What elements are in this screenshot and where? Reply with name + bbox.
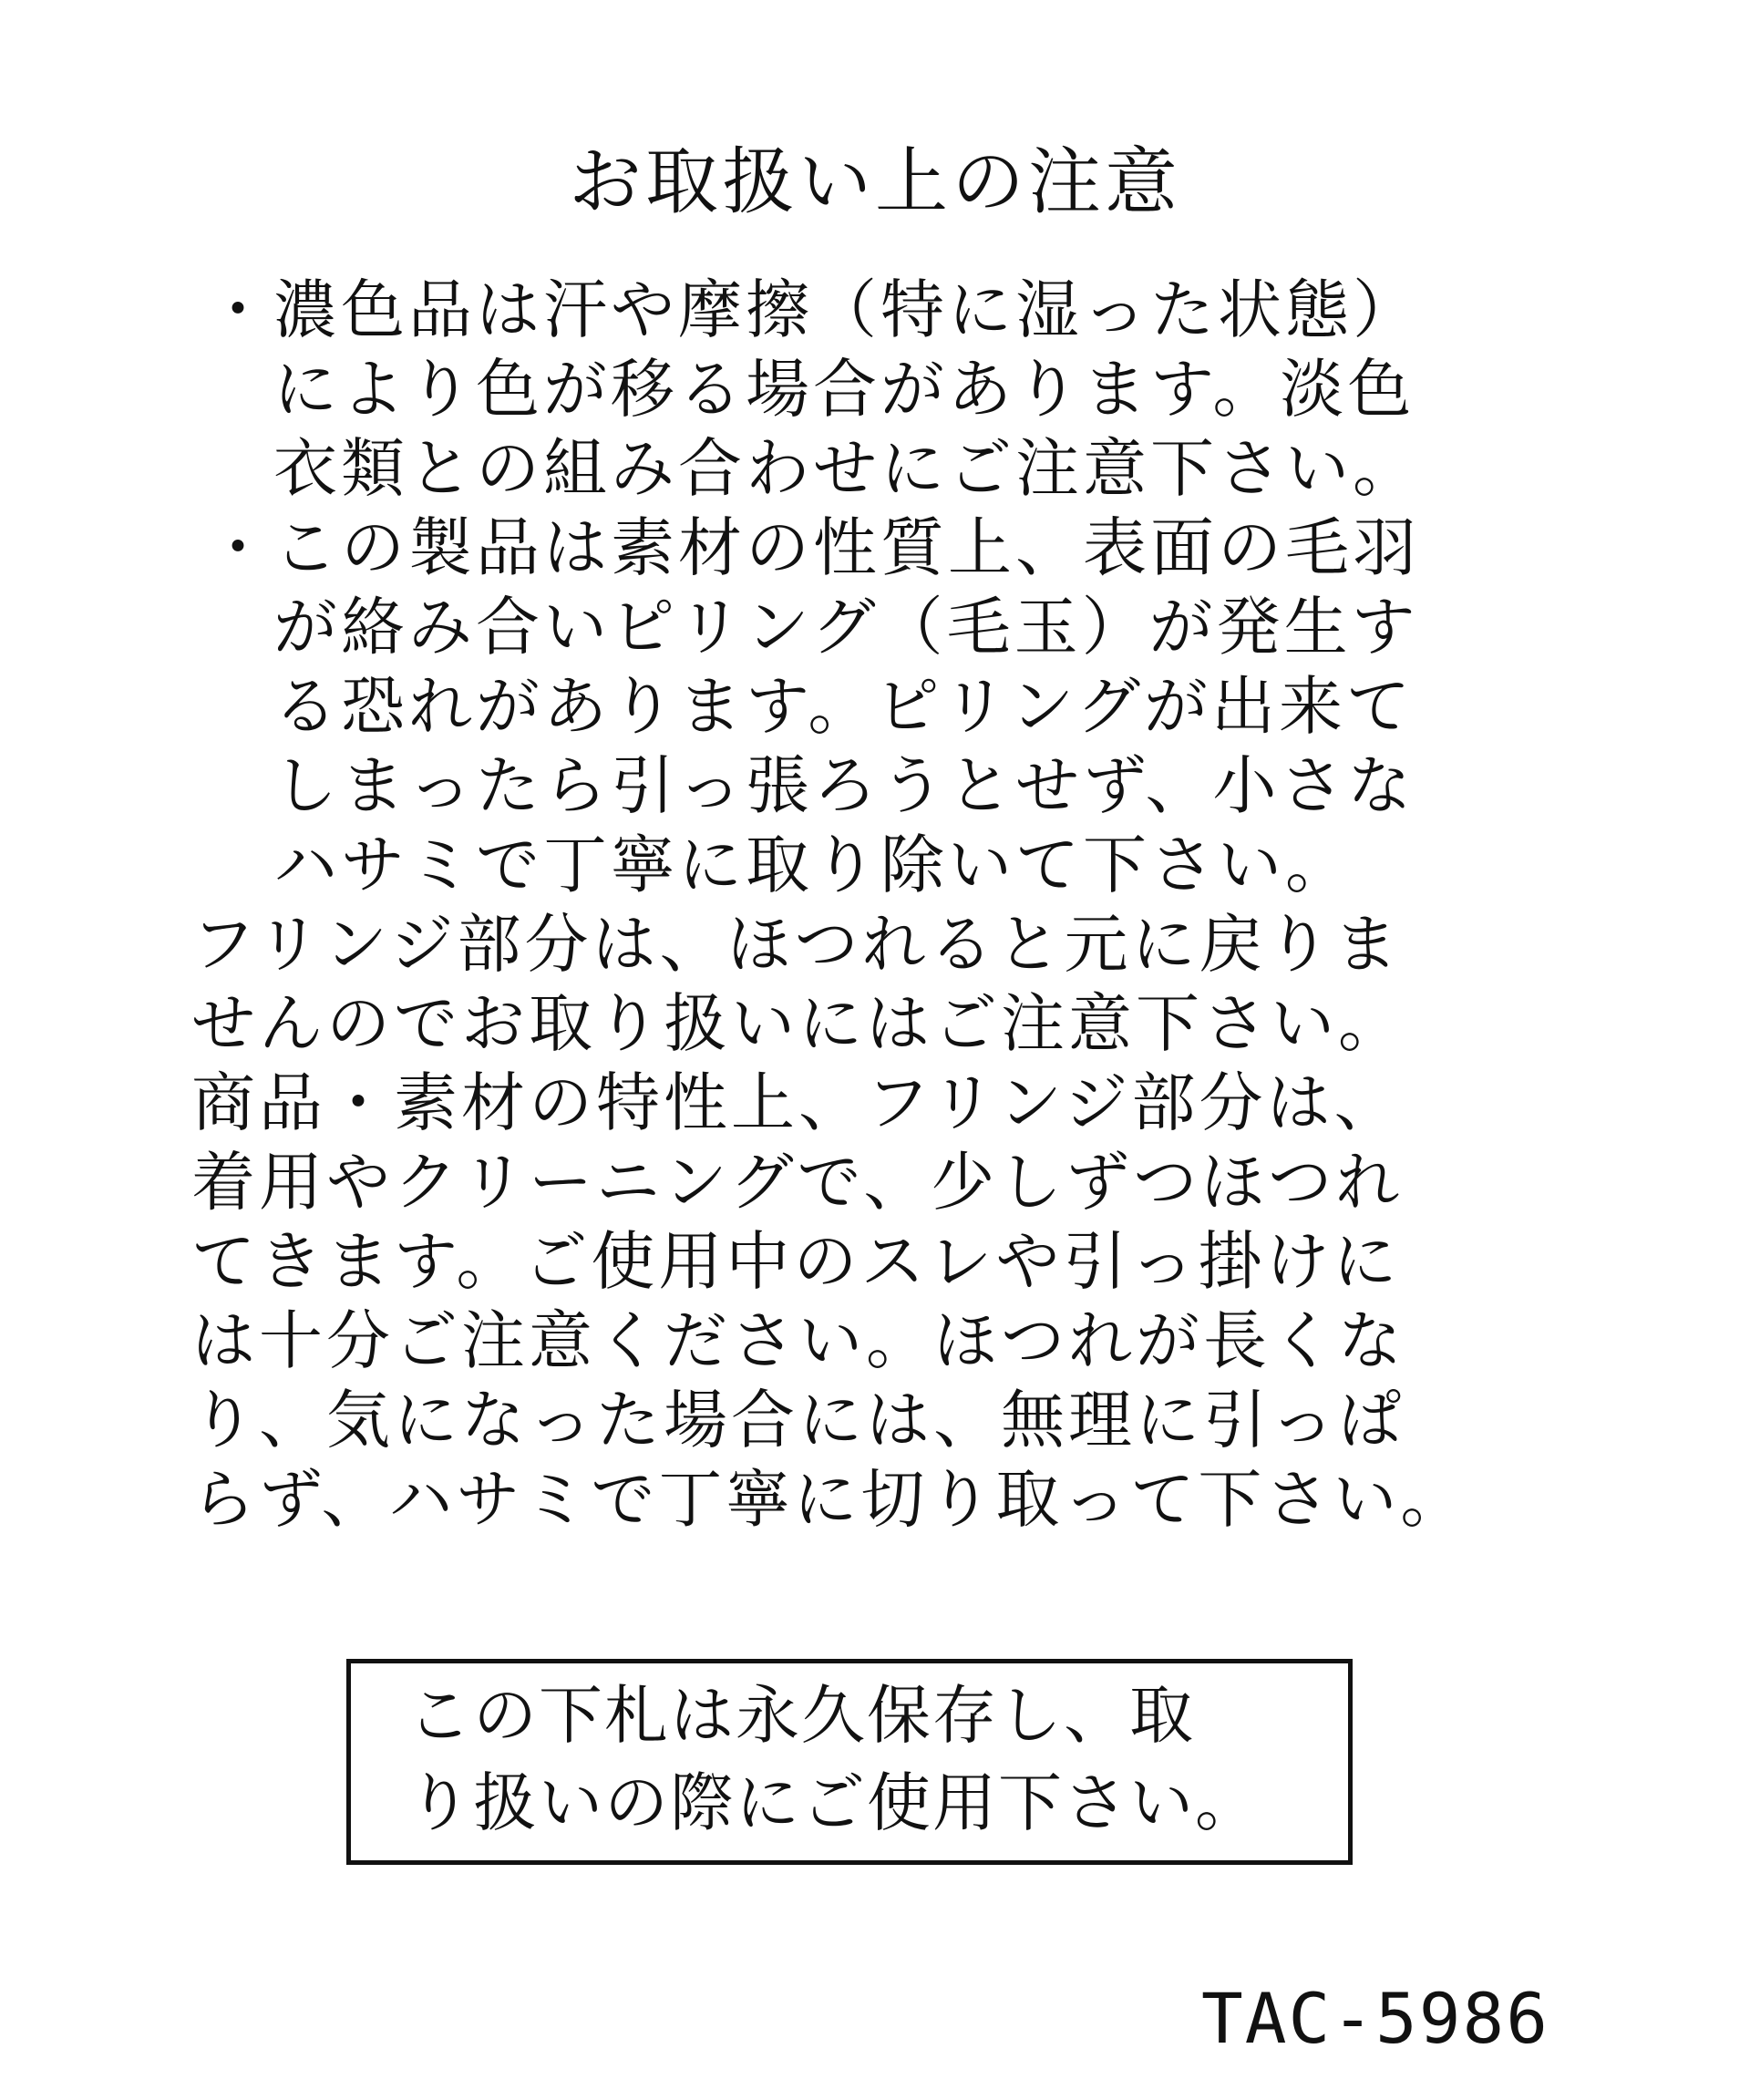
bullet-1-line-2: により色が移る場合があります。淡色 [273,352,1415,427]
bullet-2-line-4: しまったら引っ張ろうとせず、小さな [273,748,1415,823]
bullet-1-line-1: 濃色品は汗や摩擦（特に湿った状態） [273,273,1420,347]
label-title: お取扱い上の注意 [569,139,1181,224]
bullet-2-line-3: る恐れがあります。ピリングが出来て [273,669,1414,744]
bullet-mark: ・ [206,510,270,585]
paragraph-line-6: は十分ご注意ください。ほつれが長くな [191,1303,1405,1378]
bullet-1-line-3: 衣類との組み合わせにご注意下さい。 [273,431,1420,506]
notice-line-1: この下札は永久保存し、取 [407,1678,1195,1753]
paragraph-line-2: せんのでお取り扱いにはご注意下さい。 [191,986,1405,1061]
paragraph-line-1: フリンジ部分は、ほつれると元に戻りま [191,907,1402,982]
bullet-2-line-2: が絡み合いピリング（毛玉）が発生す [273,590,1419,664]
bullet-2-line-1: この製品は素材の性質上、表面の毛羽 [273,510,1420,585]
notice-box [346,1659,1353,1865]
paragraph-line-7: り、気になった場合には、無理に引っぱ [191,1383,1405,1457]
product-code: TAC-5986 [1200,1978,1549,2059]
paragraph-line-5: てきます。ご使用中のスレや引っ掛けに [191,1224,1401,1299]
notice-line-2: り扱いの際にご使用下さい。 [407,1765,1261,1840]
bullet-2-line-5: ハサミで丁寧に取り除いて下さい。 [273,828,1353,902]
paragraph-line-8: らず、ハサミで丁寧に切り取って下さい。 [191,1462,1468,1537]
paragraph-line-3: 商品・素材の特性上、フリンジ部分は、 [191,1065,1402,1140]
paragraph-line-4: 着用やクリーニングで、少しずつほつれ [191,1145,1404,1220]
bullet-mark: ・ [206,273,270,347]
